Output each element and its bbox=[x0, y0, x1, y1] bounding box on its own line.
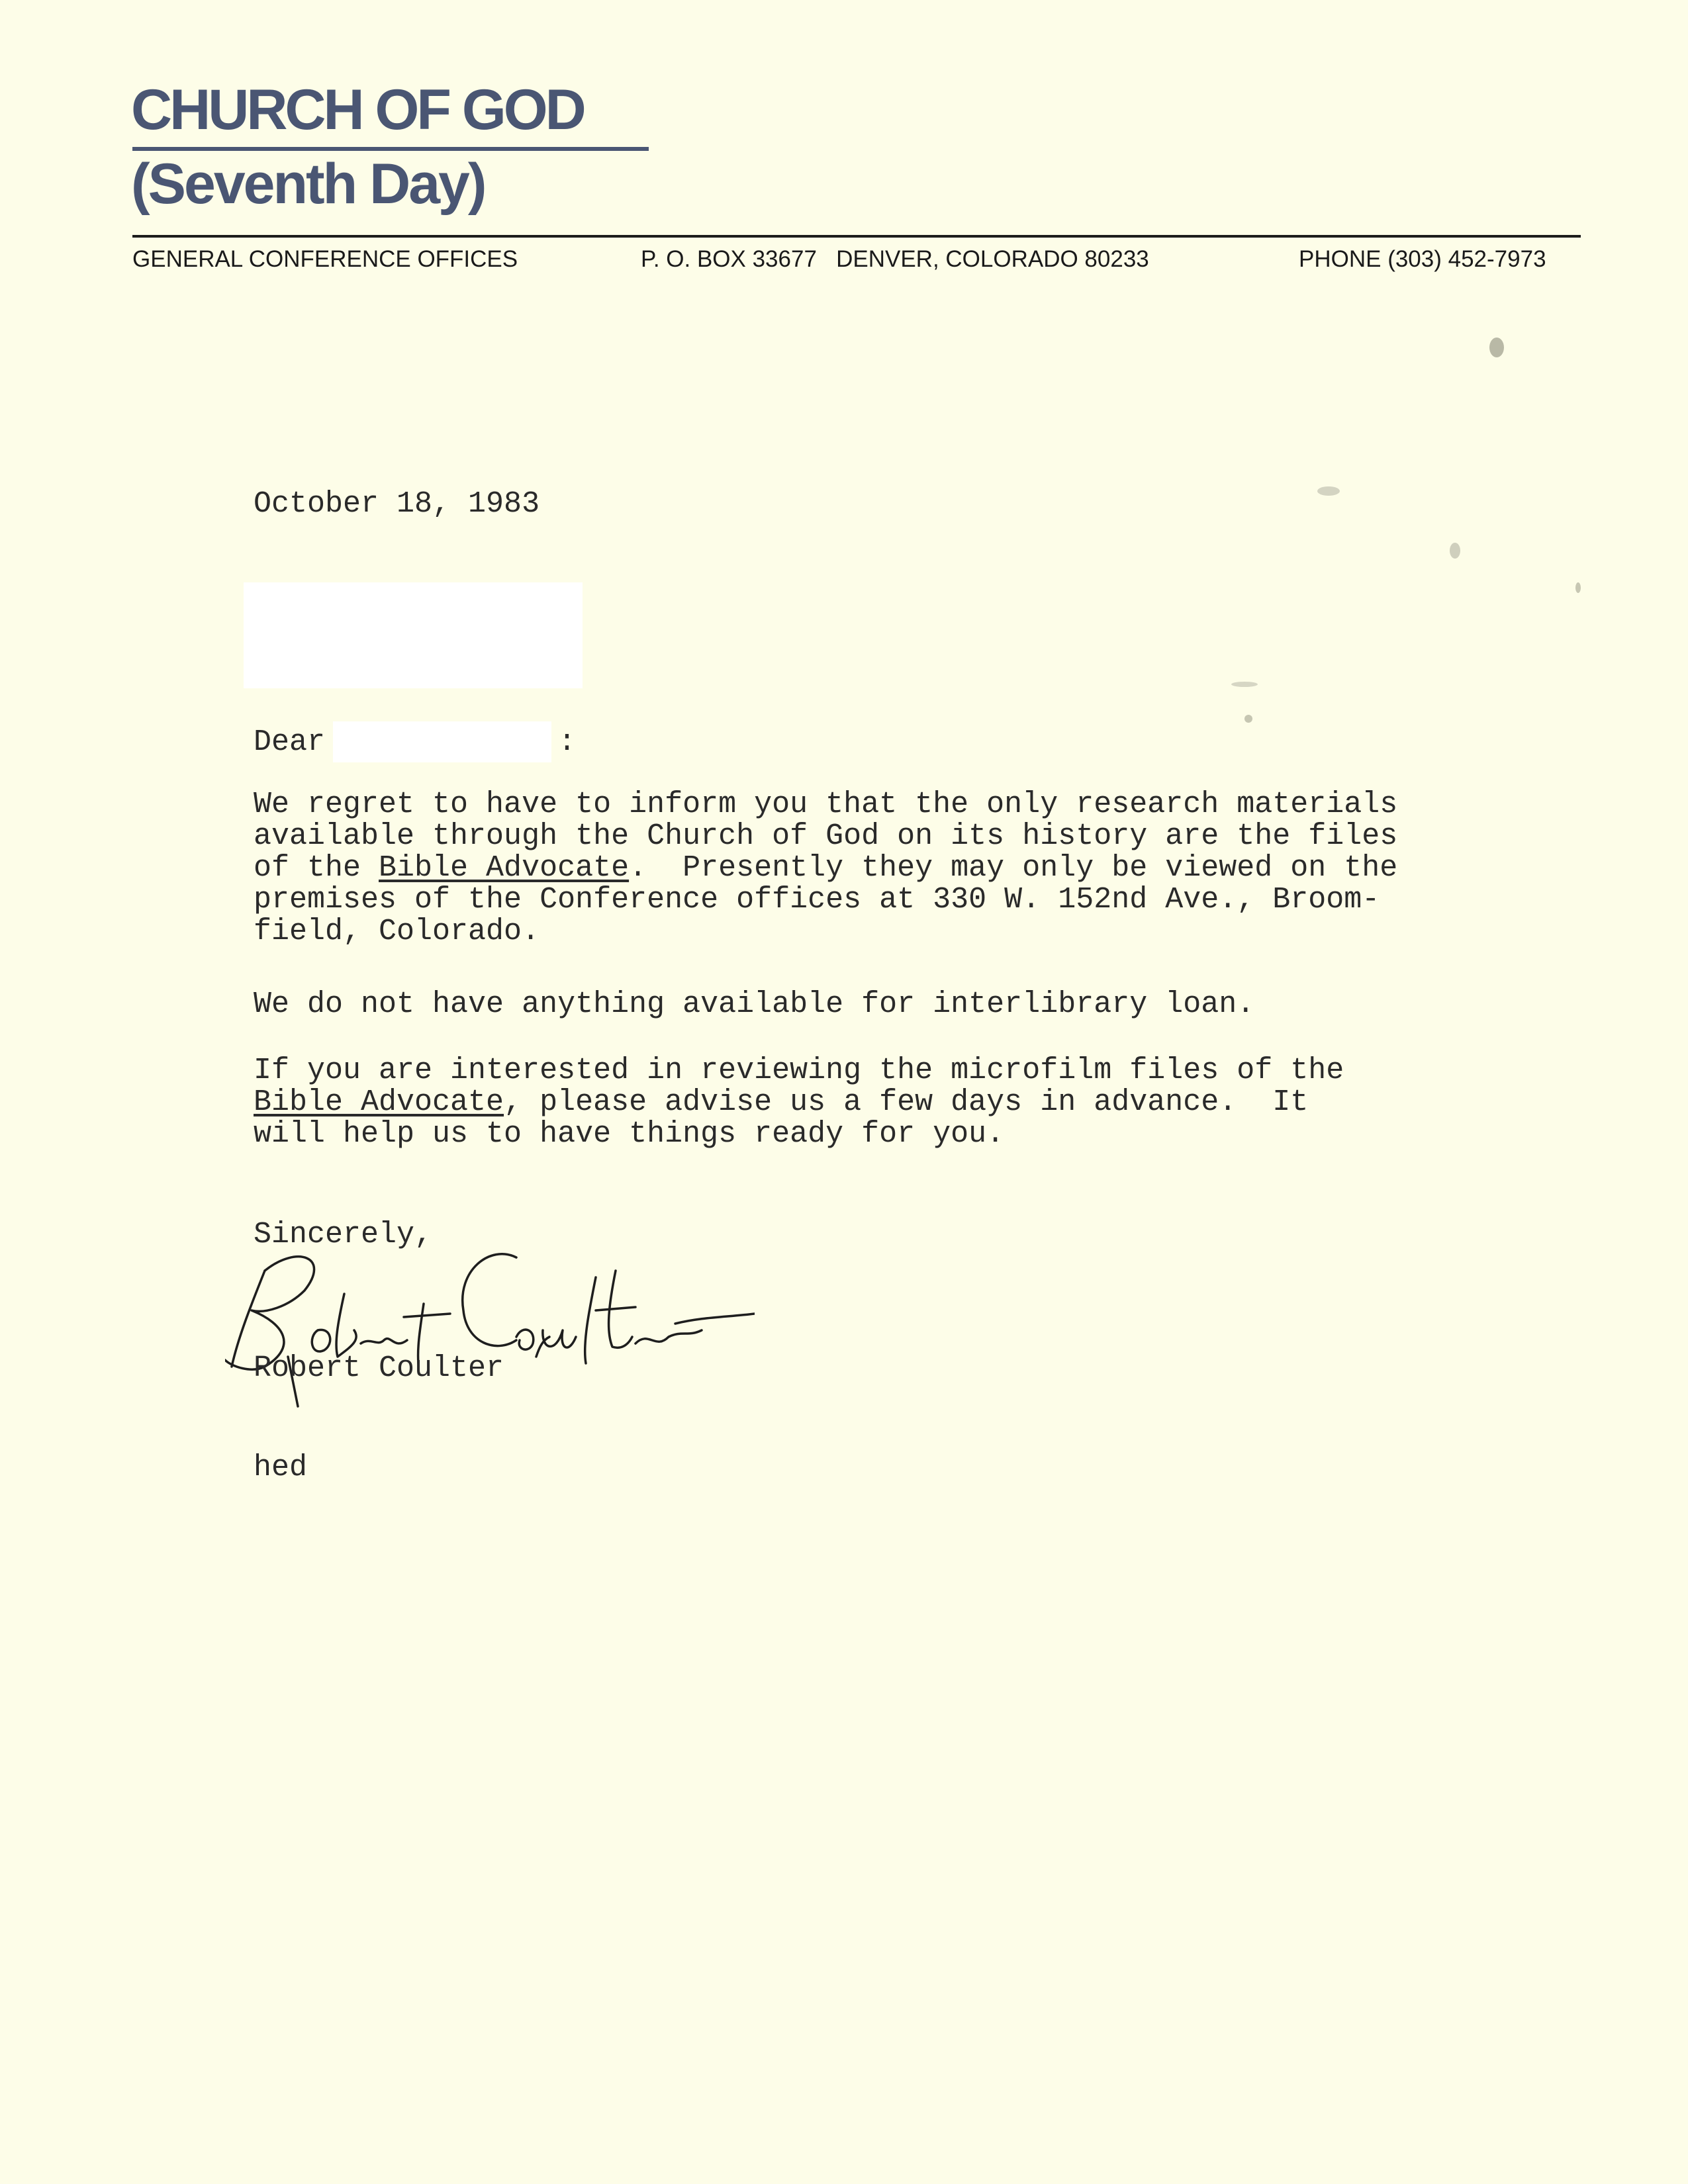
para3-line-post: , please advise us a few days in advance. It bbox=[504, 1085, 1309, 1119]
para3-line: If you are interested in reviewing the microfilm files of the bbox=[254, 1054, 1344, 1087]
closing: Sincerely, bbox=[254, 1218, 433, 1251]
letterhead-divider bbox=[132, 235, 1581, 238]
para1-line: available through the Church of God on its history are the files bbox=[254, 819, 1398, 853]
handwritten-signature bbox=[225, 1231, 755, 1416]
paper-speck bbox=[1450, 543, 1460, 559]
paper-speck bbox=[1317, 486, 1340, 496]
paper-speck bbox=[1575, 582, 1581, 593]
para1-line: field, Colorado. bbox=[254, 915, 540, 948]
paragraph-3 bbox=[254, 1055, 1344, 1150]
redacted-recipient-address bbox=[244, 582, 583, 688]
letter-date: October 18, 1983 bbox=[254, 487, 540, 521]
phone-number: PHONE (303) 452-7973 bbox=[1299, 246, 1546, 272]
offices-label: GENERAL CONFERENCE OFFICES bbox=[132, 246, 518, 272]
paper-speck bbox=[1231, 682, 1258, 687]
redacted-recipient-name bbox=[333, 721, 551, 762]
para3-line: will help us to have things ready for you. bbox=[254, 1117, 1005, 1151]
title-underline bbox=[132, 147, 649, 151]
paragraph-1 bbox=[254, 789, 1397, 948]
typist-initials: hed bbox=[254, 1451, 308, 1484]
paper-speck bbox=[1489, 338, 1504, 357]
salutation-colon: : bbox=[558, 725, 577, 759]
publication-title: Bible Advocate bbox=[254, 1085, 504, 1119]
para1-line-pre: of the bbox=[254, 851, 379, 885]
salutation bbox=[254, 721, 576, 762]
mailing-address: P. O. BOX 33677 DENVER, COLORADO 80233 bbox=[641, 246, 1149, 272]
para1-line-post: . Presently they may only be viewed on the bbox=[629, 851, 1398, 885]
para1-line: We regret to have to inform you that the only research materials bbox=[254, 788, 1398, 821]
org-name: CHURCH OF GOD bbox=[131, 78, 584, 142]
signer-name: Robert Coulter bbox=[254, 1351, 504, 1385]
para1-line: premises of the Conference offices at 330 W. 152nd Ave., Broom- bbox=[254, 883, 1380, 917]
paper-speck bbox=[1244, 715, 1252, 723]
salutation-word: Dear bbox=[254, 725, 326, 759]
publication-title: Bible Advocate bbox=[379, 851, 630, 885]
paragraph-2: We do not have anything available for interlibrary loan. bbox=[254, 987, 1255, 1021]
org-subtitle: (Seventh Day) bbox=[131, 152, 485, 216]
